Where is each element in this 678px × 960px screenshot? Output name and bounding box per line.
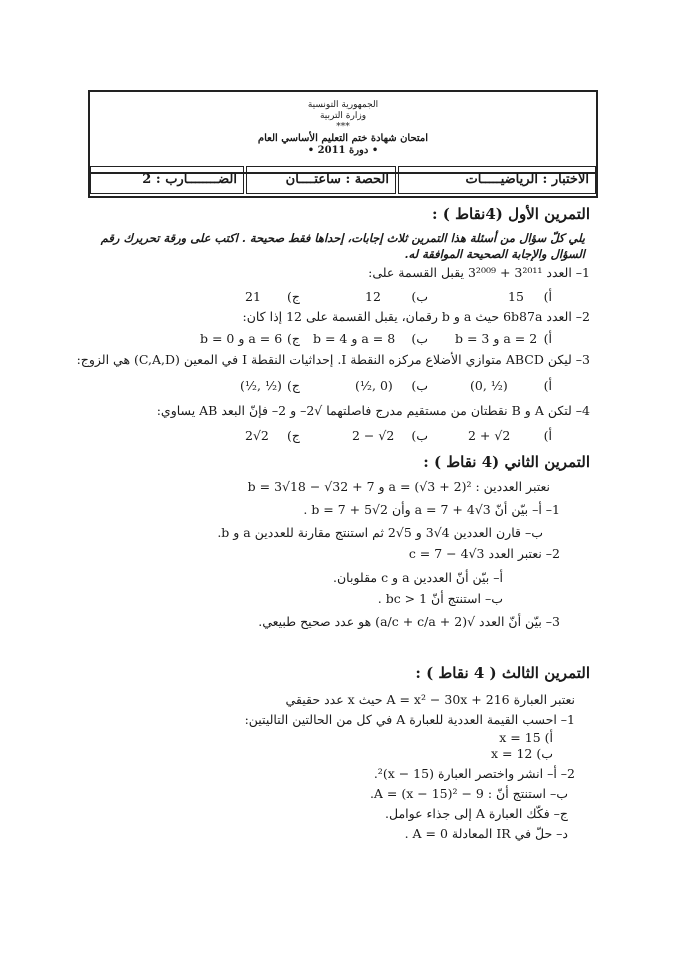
exercise-3-line: نعتبر العبارة A = x² − 30x + 216 حيث x عدد حقيقي <box>285 692 575 707</box>
exercise-1-title: التمرين الأول (4نقاط ) : <box>432 205 590 223</box>
option-c-label: ج) <box>287 331 300 346</box>
question-2-options <box>0 331 678 351</box>
exercise-2-line: 3– بيّن أنّ العدد √(a/c + c/a + 2) هو عدد صحيح طبيعي. <box>258 614 560 629</box>
exercise-2-line: أ– بيّن أنّ العددين a و c مقلوبان. <box>333 570 503 585</box>
option-a-label: أ) <box>543 428 552 443</box>
header-titles <box>90 92 596 174</box>
option-b-label: ب) <box>411 378 428 393</box>
exam-header <box>88 90 598 198</box>
exercise-3-line: أ) x = 15 <box>499 730 553 745</box>
exercise-2-title: التمرين الثاني (4 نقاط ) : <box>423 453 590 471</box>
option-a: (0, ½) <box>470 378 508 393</box>
option-b: 12 <box>365 289 381 304</box>
exercise-3-line: ج– فكّك العبارة A إلى جذاء عوامل. <box>385 806 568 821</box>
option-b: 2 − √2 <box>352 428 395 443</box>
option-a-label: أ) <box>543 378 552 393</box>
option-a: a = 2 و b = 3 <box>455 331 538 346</box>
question-4: 4– لتكن A و B نقطتان من مستقيم مدرج فاصلتهما √2– و 2– فإنّ البعد AB يساوي: <box>156 403 590 418</box>
option-b: a = 8 و b = 4 <box>313 331 396 346</box>
exercise-3-line: ب) x = 12 <box>490 746 553 761</box>
question-1: 1– العدد 3²⁰¹¹ + 3²⁰⁰⁹ يقبل القسمة على: <box>368 265 590 280</box>
option-c: (½, ½) <box>240 378 282 393</box>
republic-name: الجمهورية التونسية <box>307 100 379 110</box>
exercise-1-instructions: يلي كلّ سؤال من أسئلة هذا التمرين ثلاث إجابات، إحداها فقط صحيحة . اكتب على ورقة تحريرك رقم <box>100 231 585 245</box>
option-c: a = 6 و b = 0 <box>200 331 283 346</box>
exam-name: امتحان شهادة ختم التعليم الأساسي العام <box>257 133 429 144</box>
option-c: 2√2 <box>245 428 269 443</box>
question-3-options <box>0 378 678 398</box>
option-c-label: ج) <box>287 289 300 304</box>
ministry-name: وزارة التربية <box>319 111 367 121</box>
option-c-label: ج) <box>287 428 300 443</box>
exercise-3-line: ب– استنتج أنّ : A = (x − 15)² − 9. <box>369 786 568 801</box>
exercise-2-line: 2– نعتبر العدد c = 7 − 4√3 <box>408 546 560 561</box>
exam-session: • دورة 2011 • <box>307 145 379 156</box>
option-b-label: ب) <box>411 331 428 346</box>
exercise-3-title: التمرين الثالث ( 4 نقاط ) : <box>415 664 590 682</box>
option-b-label: ب) <box>411 289 428 304</box>
question-3: 3– ليكن ABCD متوازي الأضلاع مركزه النقطة I. إحداثيات النقطة I في المعين (C,A,D) هي الزوج: <box>76 352 590 367</box>
option-a-label: أ) <box>543 289 552 304</box>
option-a: 15 <box>508 289 524 304</box>
option-c: 21 <box>245 289 261 304</box>
exercise-2-line: ب– استنتج أنّ bc > 1 . <box>377 591 503 606</box>
coefficient-cell: الضــــــــارب : 2 <box>90 166 244 194</box>
exercise-3-line: د– حلّ في IR المعادلة A = 0 . <box>404 826 568 841</box>
subject-cell: الاختبار : الرياضيـــــات <box>398 166 596 194</box>
duration-cell: الحصة : ساعتــــان <box>246 166 396 194</box>
option-a-label: أ) <box>543 331 552 346</box>
exercise-1-instructions-2: السؤال والإجابة الصحيحة الموافقة له. <box>404 247 585 261</box>
exercise-2-line: 1– أ– بيّن أنّ a = 7 + 4√3 وأن b = 7 + 5√2 . <box>303 502 560 517</box>
exercise-2-line: نعتبر العددين : a = (√3 + 2)² و b = 3√18 − √32 + 7 <box>247 479 550 494</box>
option-b-label: ب) <box>411 428 428 443</box>
option-b: (½, 0) <box>355 378 393 393</box>
question-1-options <box>0 289 678 309</box>
option-c-label: ج) <box>287 378 300 393</box>
stars: *** <box>336 122 350 132</box>
question-4-options <box>0 428 678 448</box>
question-2: 2– العدد 6b87a حيث a و b رقمان، يقبل القسمة على 12 إذا كان: <box>242 309 590 324</box>
exercise-2-line: ب– قارن العددين 4√3 و 5√2 ثم استنتج مقارنة للعددين a و b. <box>217 525 543 540</box>
exercise-3-line: 2– أ– انشر واختصر العبارة (x − 15)². <box>373 766 575 781</box>
option-a: 2 + √2 <box>468 428 511 443</box>
exercise-3-line: 1– احسب القيمة العددية للعبارة A في كل من الحالتين التاليتين: <box>244 712 575 727</box>
